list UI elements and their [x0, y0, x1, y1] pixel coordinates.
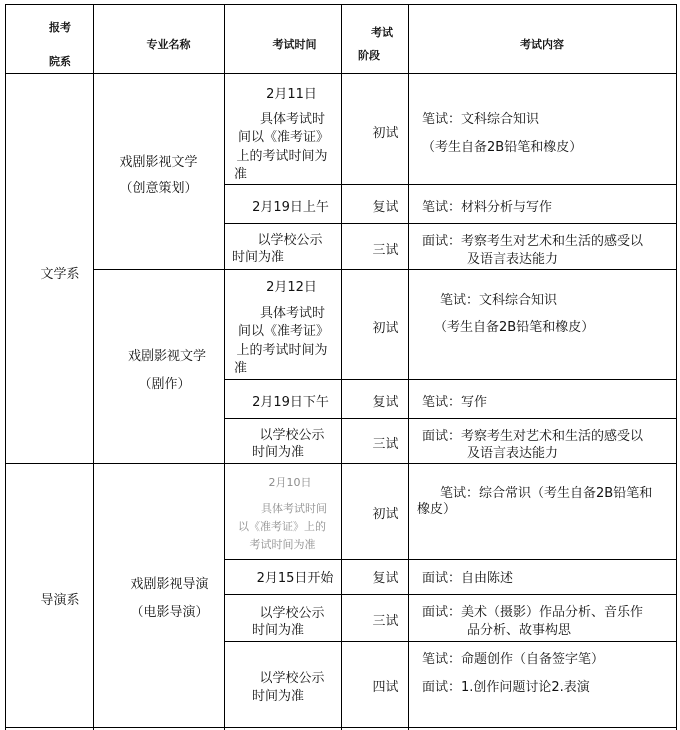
- exam-time-line: 2月11日: [266, 87, 317, 102]
- exam-time-line: 考试时间为准: [249, 538, 316, 551]
- exam-time-line: 具体考试时间: [261, 502, 327, 515]
- exam-content-line: 品分析、故事构思: [467, 623, 572, 638]
- exam-time-line: 具体考试时: [259, 306, 325, 321]
- exam-content-line: 笔试：命题创作（自备签字笔）: [422, 652, 605, 667]
- exam-time-line: 间以《准考证》: [237, 130, 329, 145]
- exam-stage: 四试: [372, 680, 399, 695]
- exam-stage: 初试: [372, 507, 399, 522]
- row-divider: [224, 559, 677, 560]
- exam-time-line: 准: [234, 361, 248, 376]
- header-time-label: 考试时间: [272, 38, 317, 51]
- exam-stage: 三试: [372, 243, 399, 258]
- header-stage-label-2: 阶段: [358, 49, 380, 62]
- exam-content-line: 面试：考察考生对艺术和生活的感受以: [422, 429, 644, 444]
- header-department-label-2: 院系: [49, 55, 71, 68]
- exam-stage: 复试: [372, 571, 399, 586]
- exam-time-line: 时间为准: [252, 623, 305, 638]
- exam-stage: 复试: [372, 395, 399, 410]
- exam-content-line: 笔试：写作: [422, 395, 488, 410]
- exam-content-line: 橡皮）: [417, 502, 457, 517]
- major-subtitle: （剧作）: [138, 377, 191, 392]
- exam-content-line: （考生自备2B铅笔和橡皮）: [422, 140, 583, 155]
- header-stage-label-1: 考试: [371, 26, 393, 39]
- department-name: 文学系: [40, 267, 80, 282]
- exam-stage: 三试: [372, 437, 399, 452]
- exam-time-line: 以学校公示: [257, 233, 323, 248]
- exam-time-line: 间以《准考证》: [237, 324, 329, 339]
- exam-time-line: 时间为准: [252, 445, 305, 460]
- exam-content-line: （考生自备2B铅笔和橡皮）: [434, 320, 595, 335]
- header-department-label-1: 报考: [49, 21, 71, 34]
- exam-content-line: 笔试：材料分析与写作: [422, 200, 553, 215]
- exam-content-line: 笔试：文科综合知识: [440, 293, 558, 308]
- table-border-left: [5, 4, 6, 730]
- row-divider: [224, 641, 677, 642]
- exam-stage: 复试: [372, 200, 399, 215]
- row-divider: [224, 594, 677, 595]
- row-divider: [224, 379, 677, 380]
- exam-time-line: 时间为准: [252, 689, 305, 704]
- exam-time-line: 上的考试时间为: [236, 343, 328, 358]
- exam-time-line: 准: [234, 167, 248, 182]
- exam-stage: 初试: [372, 126, 399, 141]
- header-content-label: 考试内容: [520, 38, 564, 51]
- major-subtitle: （创意策划）: [119, 181, 198, 196]
- major-name: 戏剧影视文学: [127, 349, 206, 364]
- exam-stage: 三试: [372, 614, 399, 629]
- exam-time-line: 2月19日上午: [252, 200, 329, 215]
- exam-time-line: 以学校公示: [259, 606, 325, 621]
- exam-stage: 初试: [372, 321, 399, 336]
- row-divider: [224, 223, 677, 224]
- department-name: 导演系: [40, 593, 80, 608]
- major-name: 戏剧影视导演: [130, 577, 209, 592]
- row-divider: [224, 418, 677, 419]
- exam-content-line: 笔试：综合常识（考生自备2B铅笔和: [440, 486, 653, 501]
- exam-content-line: 面试：美术（摄影）作品分析、音乐作: [422, 605, 644, 620]
- exam-time-line: 上的考试时间为: [236, 149, 328, 164]
- exam-time-line: 以学校公示: [259, 428, 325, 443]
- exam-time-line: 2月10日: [268, 476, 312, 489]
- exam-time-line: 时间为准: [232, 250, 285, 265]
- major-name: 戏剧影视文学: [119, 155, 198, 170]
- exam-time-line: 以《准考证》上的: [238, 520, 326, 533]
- column-divider: [93, 4, 94, 730]
- exam-content-line: 及语言表达能力: [467, 252, 559, 267]
- exam-content-line: 笔试：文科综合知识: [422, 112, 540, 127]
- exam-content-line: 面试：自由陈述: [422, 571, 514, 586]
- header-major-label: 专业名称: [146, 38, 191, 51]
- major-divider: [93, 269, 677, 270]
- exam-content-line: 及语言表达能力: [467, 446, 559, 461]
- exam-content-line: 面试：考察考生对艺术和生活的感受以: [422, 234, 644, 249]
- major-subtitle: （电影导演）: [130, 605, 209, 620]
- exam-time-line: 以学校公示: [259, 671, 325, 686]
- exam-content-line: 面试：1.创作问题讨论2.表演: [422, 680, 590, 695]
- exam-time-line: 2月12日: [266, 280, 317, 295]
- table-border-right: [676, 4, 677, 730]
- exam-time-line: 具体考试时: [259, 112, 325, 127]
- exam-time-line: 2月19日下午: [252, 395, 329, 410]
- exam-time-line: 2月15日开始: [256, 571, 334, 586]
- row-divider: [224, 184, 677, 185]
